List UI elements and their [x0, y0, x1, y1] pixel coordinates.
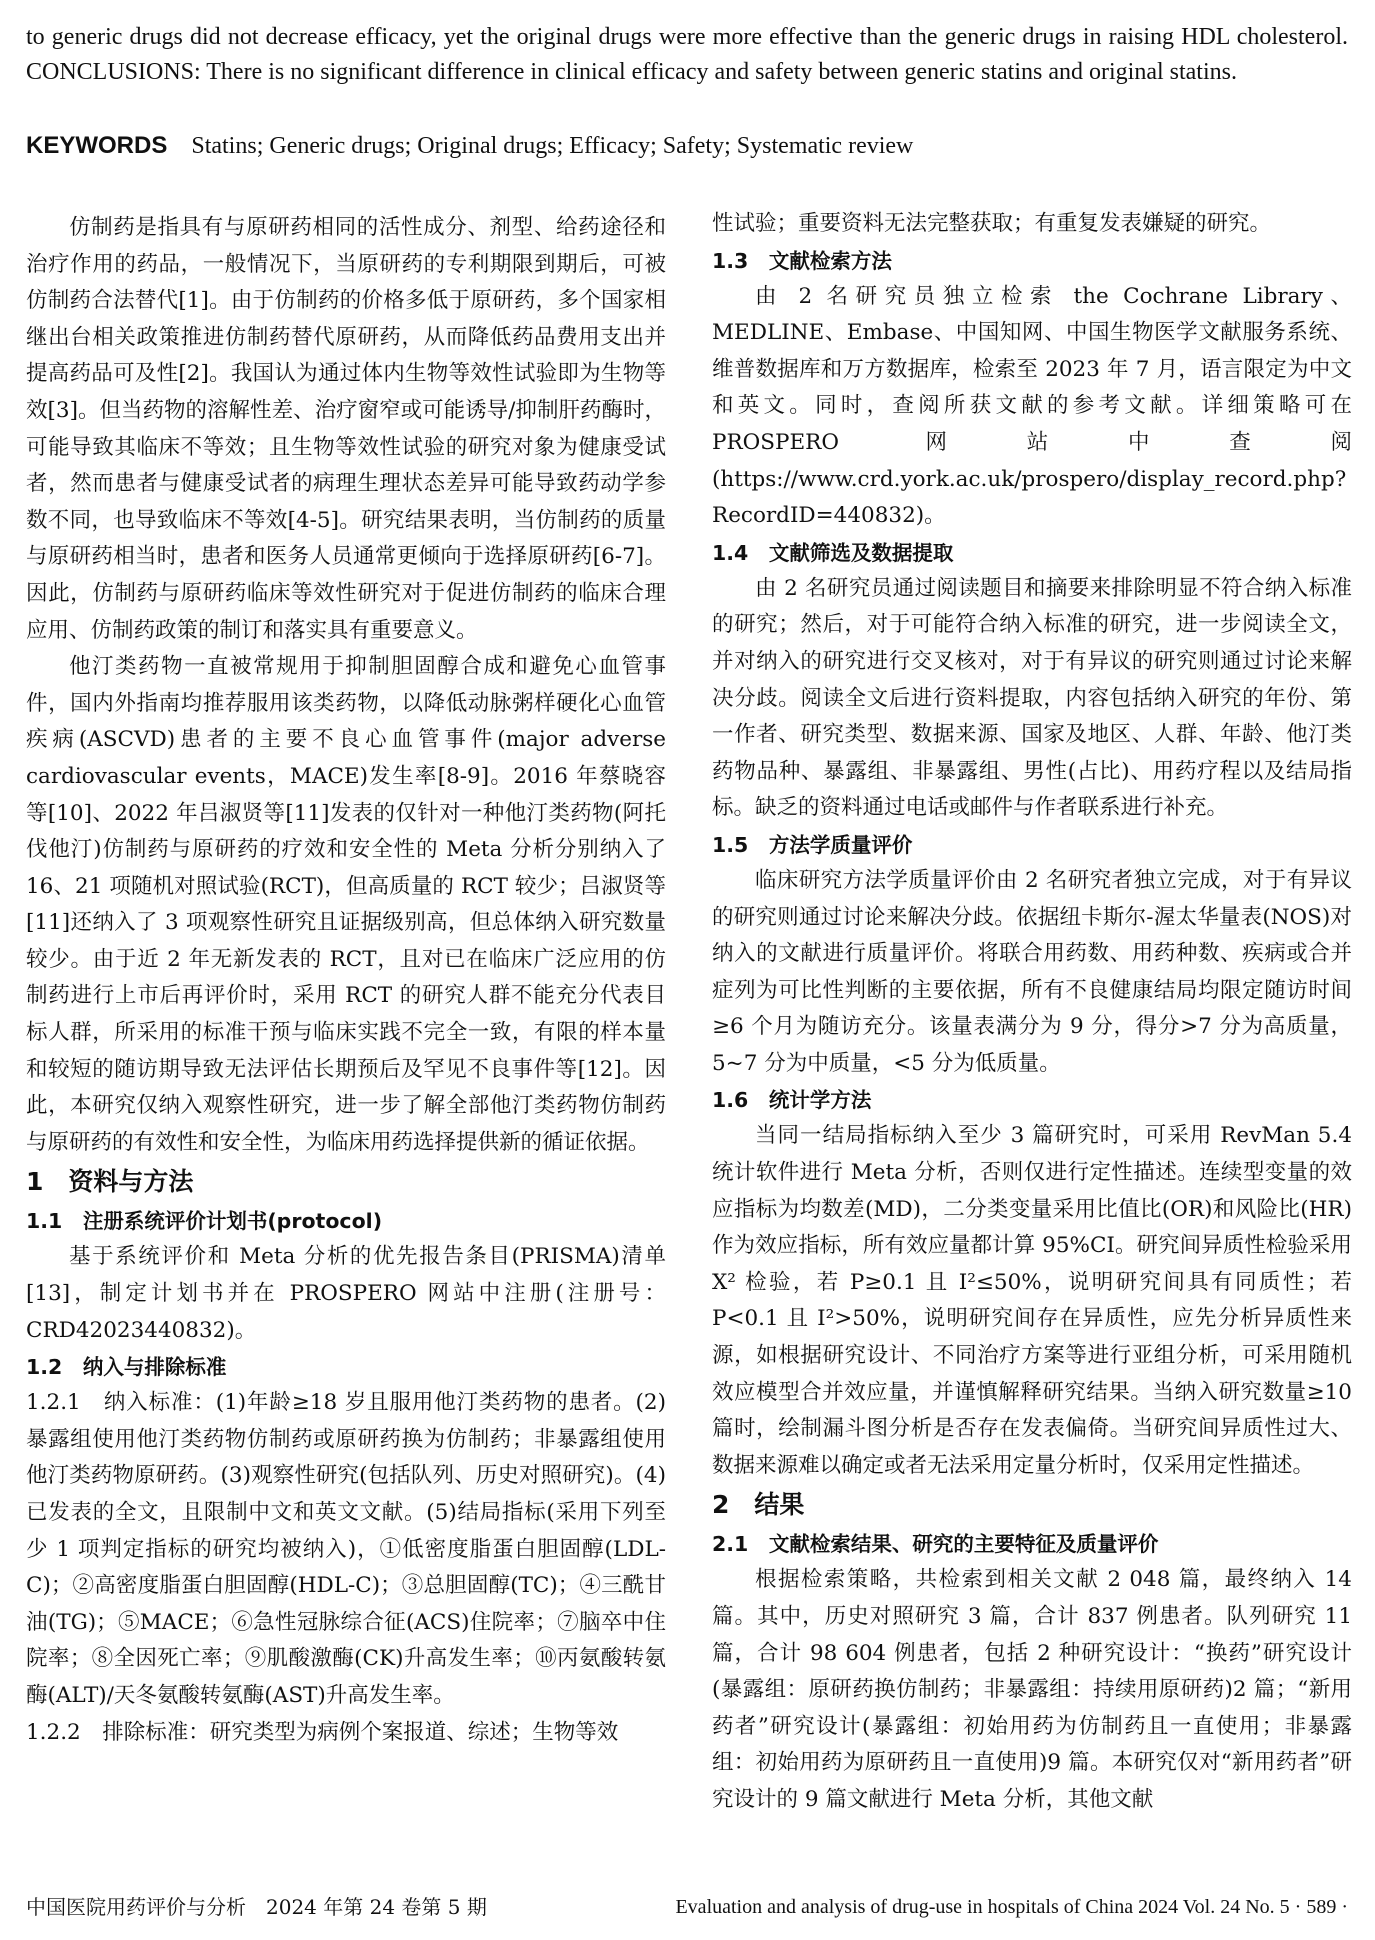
paragraph: 仿制药是指具有与原研药相同的活性成分、剂型、给药途径和治疗作用的药品，一般情况下，当原研药的专利期限到期后，可被仿制药合法替代[1]。由于仿制药的价格多低于原研药，多个国家相继出台相关政策推进仿制药替代原研药，从而降低药品费用支出并提高药品可及性[2]。我国认为通过体内生物等效性试验即为生物等效[3]。但当药物的溶解性差、治疗窗窄或可能诱导/抑制肝药酶时，可能导致其临床不等效；且生物等效性试验的研究对象为健康受试者，然而患者与健康受试者的病理生理状态差异可能导致药动学参数不同，也导致临床不等效[4-5]。研究结果表明，当仿制药的质量与原研药相当时，患者和医务人员通常更倾向于选择原研药[6-7]。因此，仿制药与原研药临床等效性研究对于促进仿制药的临床合理应用、仿制药政策的制订和落实具有重要意义。	[26, 215, 666, 643]
paragraph: 基于系统评价和 Meta 分析的优先报告条目(PRISMA)清单[13]，制定计划书并在 PROSPERO 网站中注册(注册号：CRD42023440832)。	[26, 1244, 666, 1343]
right-column	[712, 206, 1352, 1819]
abstract-text: to generic drugs did not decrease efficacy, yet the original drugs were more effective than the generic drugs in raising HDL cholesterol. CONCLUSIONS: There is no significant difference in clinical efficacy and safety between generic statins and original statins.	[26, 24, 1348, 85]
subsection-heading: 1.1 注册系统评价计划书(protocol)	[26, 1209, 383, 1234]
paragraph: 1.2.2 排除标准：研究类型为病例个案报道、综述；生物等效	[26, 1719, 619, 1745]
paragraph: 性试验；重要资料无法完整获取；有重复发表嫌疑的研究。	[712, 211, 1272, 236]
section-heading: 2 结果	[712, 1490, 805, 1520]
keywords-text: Statins; Generic drugs; Original drugs; Efficacy; Safety; Systematic review	[191, 133, 914, 159]
keywords-label: KEYWORDS	[26, 132, 168, 159]
subsection-heading: 2.1 文献检索结果、研究的主要特征及质量评价	[712, 1532, 1159, 1557]
section-heading: 1 资料与方法	[26, 1167, 194, 1197]
footer-journal-en: Evaluation and analysis of drug-use in hospitals of China 2024 Vol. 24 No. 5 · 589 ·	[675, 1896, 1348, 1918]
paragraph: 由 2 名研究员独立检索 the Cochrane Library、MEDLINE、Embase、中国知网、中国生物医学文献服务系统、维普数据库和万方数据库，检索至 2023 年 7 月，语言限定为中文和英文。同时，查阅所获文献的参考文献。详细策略可在 PROSPERO 网站中查阅(https://www.crd.york.ac.uk/prospero/display_record.php? RecordID=440832)。	[712, 283, 1352, 529]
subsection-heading: 1.3 文献检索方法	[712, 248, 892, 273]
footer-journal-cn: 中国医院用药评价与分析 2024 年第 24 卷第 5 期	[26, 1895, 487, 1919]
page-footer	[26, 1893, 1348, 1921]
left-column	[26, 210, 666, 1751]
paragraph: 由 2 名研究员通过阅读题目和摘要来排除明显不符合纳入标准的研究；然后，对于可能符合纳入标准的研究，进一步阅读全文，并对纳入的研究进行交叉核对，对于有异议的研究则通过讨论来解决分歧。阅读全文后进行资料提取，内容包括纳入研究的年份、第一作者、研究类型、数据来源、国家及地区、人群、年龄、他汀类药物品种、暴露组、非暴露组、男性(占比)、用药疗程以及结局指标。缺乏的资料通过电话或邮件与作者联系进行补充。	[712, 575, 1352, 821]
paragraph: 根据检索策略，共检索到相关文献 2 048 篇，最终纳入 14 篇。其中，历史对照研究 3 篇，合计 837 例患者。队列研究 11 篇，合计 98 604 例患者，包括 2 种研究设计：“换药”研究设计(暴露组：原研药换仿制药；非暴露组：持续用原研药)2 篇；“新用药者”研究设计(暴露组：初始用药为仿制药且一直使用；非暴露组：初始用药为原研药且一直使用)9 篇。本研究仅对“新用药者”研究设计的 9 篇文献进行 Meta 分析，其他文献	[712, 1567, 1352, 1812]
abstract-tail	[26, 20, 1348, 90]
subsection-heading: 1.5 方法学质量评价	[712, 832, 913, 857]
paragraph: 1.2.1 纳入标准：(1)年龄≥18 岁且服用他汀类药物的患者。(2)暴露组使用他汀类药物仿制药或原研药换为仿制药；非暴露组使用他汀类药物原研药。(3)观察性研究(包括队列、历史对照研究)。(4)已发表的全文，且限制中文和英文文献。(5)结局指标(采用下列至少 1 项判定指标的研究均被纳入)，①低密度脂蛋白胆固醇(LDL-C)；②高密度脂蛋白胆固醇(HDL-C)；③总胆固醇(TC)；④三酰甘油(TG)；⑤MACE；⑥急性冠脉综合征(ACS)住院率；⑦脑卒中住院率；⑧全因死亡率；⑨肌酸激酶(CK)升高发生率；⑩丙氨酸转氨酶(ALT)/天冬氨酸转氨酶(AST)升高发生率。	[26, 1390, 666, 1708]
keywords	[26, 130, 1348, 162]
subsection-heading: 1.2 纳入与排除标准	[26, 1355, 227, 1380]
paragraph: 当同一结局指标纳入至少 3 篇研究时，可采用 RevMan 5.4 统计软件进行 Meta 分析，否则仅进行定性描述。连续型变量的效应指标为均数差(MD)，二分类变量采用比值比(OR)和风险比(HR)作为效应指标，所有效应量都计算 95%CI。研究间异质性检验采用 X² 检验，若 P≥0.1 且 I²≤50%，说明研究间具有同质性；若 P<0.1 且 I²>50%，说明研究间存在异质性，应先分析异质性来源，如根据研究设计、不同治疗方案等进行亚组分析，可采用随机效应模型合并效应量，并谨慎解释研究结果。当纳入研究数量≥10 篇时，绘制漏斗图分析是否存在发表偏倚。当研究间异质性过大、数据来源难以确定或者无法采用定量分析时，仅采用定性描述。	[712, 1123, 1352, 1478]
subsection-heading: 1.4 文献筛选及数据提取	[712, 540, 954, 565]
subsection-heading: 1.6 统计学方法	[712, 1088, 872, 1113]
paragraph: 他汀类药物一直被常规用于抑制胆固醇合成和避免心血管事件，国内外指南均推荐服用该类药物，以降低动脉粥样硬化心血管疾病(ASCVD)患者的主要不良心血管事件(major adverse cardiovascular events，MACE)发生率[8-9]。2016 年蔡晓容等[10]、2022 年吕淑贤等[11]发表的仅针对一种他汀类药物(阿托伐他汀)仿制药与原研药的疗效和安全性的 Meta 分析分别纳入了 16、21 项随机对照试验(RCT)，但高质量的 RCT 较少；吕淑贤等[11]还纳入了 3 项观察性研究且证据级别高，但总体纳入研究数量较少。由于近 2 年无新发表的 RCT，且对已在临床广泛应用的仿制药进行上市后再评价时，采用 RCT 的研究人群不能充分代表目标人群，所采用的标准干预与临床实践不完全一致，有限的样本量和较短的随访期导致无法评估长期预后及罕见不良事件等[12]。因此，本研究仅纳入观察性研究，进一步了解全部他汀类药物仿制药与原研药的有效性和安全性，为临床用药选择提供新的循证依据。	[26, 654, 666, 1155]
paragraph: 临床研究方法学质量评价由 2 名研究者独立完成，对于有异议的研究则通过讨论来解决分歧。依据纽卡斯尔-渥太华量表(NOS)对纳入的文献进行质量评价。将联合用药数、用药种数、疾病或合并症列为可比性判断的主要依据，所有不良健康结局均限定随访时间≥6 个月为随访充分。该量表满分为 9 分，得分>7 分为高质量，5~7 分为中质量，<5 分为低质量。	[712, 867, 1352, 1076]
